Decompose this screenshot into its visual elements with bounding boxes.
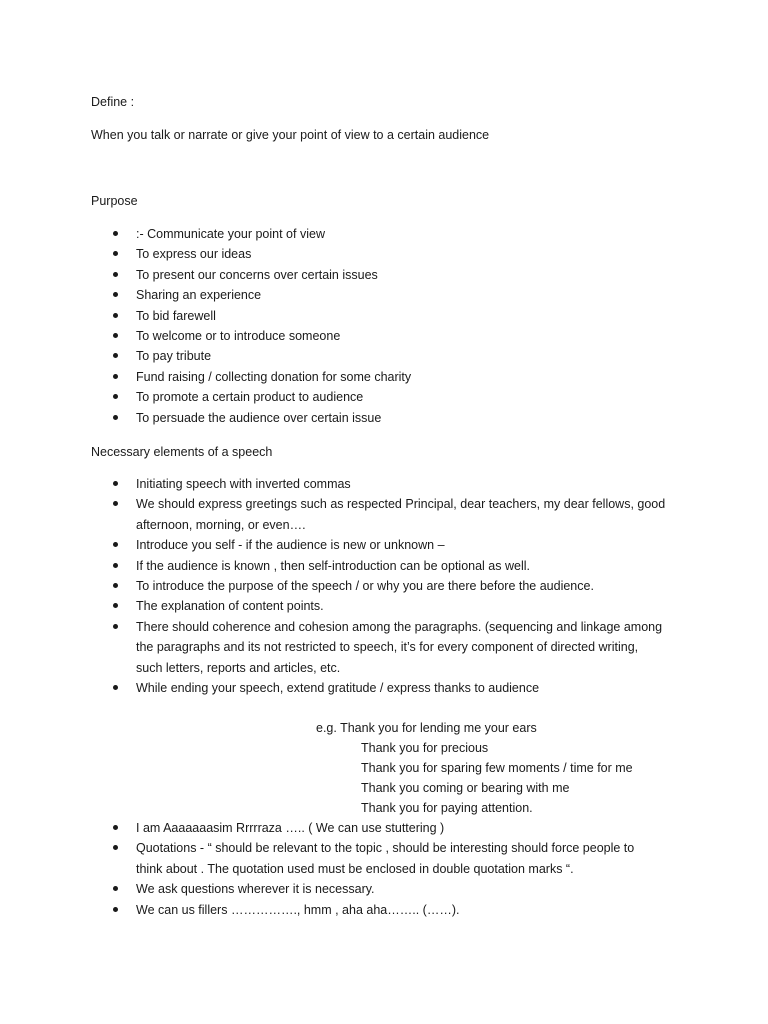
- bullet-icon: [113, 231, 118, 236]
- list-item-text: To express our ideas: [136, 247, 252, 262]
- list-item: [0, 408, 411, 428]
- define-text: When you talk or narrate or give your point of view to a certain audience: [91, 128, 490, 142]
- list-item: [0, 285, 411, 305]
- list-item: [0, 535, 665, 555]
- bullet-icon: [113, 563, 118, 568]
- bullet-icon: [113, 583, 118, 588]
- list-item-text: To present our concerns over certain issues: [136, 267, 378, 282]
- list-item-text: There should coherence and cohesion among the paragraphs. (sequencing and linkage among: [136, 619, 663, 634]
- list-item-text: We can us fillers ……………., hmm , aha aha…….. (……).: [136, 902, 460, 917]
- list-item: [0, 596, 665, 616]
- list-item: [0, 678, 665, 698]
- bullet-icon: [113, 624, 118, 629]
- list-item-text: The explanation of content points.: [136, 599, 324, 614]
- bullet-icon: [113, 501, 118, 506]
- list-item-text: If the audience is known , then self-introduction can be optional as well.: [136, 558, 530, 573]
- list-item-text: the paragraphs and its not restricted to speech, it’s for every component of directed writing,: [136, 640, 639, 655]
- example-first-line: e.g. Thank you for lending me your ears: [316, 721, 537, 735]
- list-item: [0, 900, 634, 920]
- list-item-text: such letters, reports and articles, etc.: [136, 660, 341, 675]
- list-item: [0, 244, 411, 264]
- bullet-icon: [113, 825, 118, 830]
- bullet-icon: [113, 845, 118, 850]
- list-item-text: Fund raising / collecting donation for some charity: [136, 369, 412, 384]
- example-line: Thank you coming or bearing with me: [361, 781, 570, 795]
- list-item-text: We should express greetings such as respected Principal, dear teachers, my dear fellows, good: [136, 497, 666, 512]
- purpose-heading: Purpose: [91, 194, 138, 208]
- list-item-text: To persuade the audience over certain issue: [136, 410, 382, 425]
- list-item-text: Quotations - “ should be relevant to the topic , should be interesting should force people to: [136, 841, 635, 856]
- list-item-text: :- Communicate your point of view: [136, 227, 325, 241]
- list-item-text: We ask questions wherever it is necessary.: [136, 882, 375, 897]
- example-line: Thank you for precious: [361, 741, 489, 755]
- bullet-icon: [113, 333, 118, 338]
- list-item-text: To pay tribute: [136, 349, 212, 364]
- list-item: [0, 367, 411, 387]
- bullet-icon: [113, 542, 118, 547]
- list-item-text: Sharing an experience: [136, 288, 262, 303]
- list-item-text: To promote a certain product to audience: [136, 390, 364, 405]
- bullet-icon: [113, 603, 118, 608]
- list-item-text: To bid farewell: [136, 308, 216, 323]
- bullet-icon: [113, 907, 118, 912]
- list-item-text: To welcome or to introduce someone: [136, 329, 341, 344]
- elements-list: [0, 474, 665, 698]
- example-line: Thank you for paying attention.: [361, 801, 533, 815]
- list-item-text: To introduce the purpose of the speech / or why you are there before the audience.: [136, 579, 594, 594]
- bullet-icon: [113, 481, 118, 486]
- bullet-icon: [113, 394, 118, 399]
- list-item: [0, 576, 665, 596]
- list-item: [0, 224, 411, 244]
- list-item: [0, 617, 665, 678]
- purpose-list: [0, 224, 411, 428]
- list-item: [0, 494, 665, 535]
- bullet-icon: [113, 292, 118, 297]
- list-item-text: Initiating speech with inverted commas: [136, 477, 351, 491]
- elements-heading: Necessary elements of a speech: [91, 445, 273, 459]
- list-item: [0, 474, 665, 494]
- list-item-text: While ending your speech, extend gratitude / express thanks to audience: [136, 681, 540, 696]
- list-item: [0, 838, 634, 879]
- list-item-text: I am Aaaaaaasim Rrrrraza ….. ( We can use stuttering ): [136, 821, 445, 835]
- bullet-icon: [113, 415, 118, 420]
- list-item: [0, 326, 411, 346]
- bullet-icon: [113, 374, 118, 379]
- bullet-icon: [113, 886, 118, 891]
- list-item: [0, 818, 634, 838]
- list-item: [0, 265, 411, 285]
- list-item-text: afternoon, morning, or even….: [136, 517, 306, 532]
- list-item-text: Introduce you self - if the audience is new or unknown –: [136, 538, 445, 553]
- list-item: [0, 306, 411, 326]
- bullet-icon: [113, 353, 118, 358]
- list-item: [0, 387, 411, 407]
- more-elements-list: [0, 818, 634, 920]
- bullet-icon: [113, 251, 118, 256]
- example-line: Thank you for sparing few moments / time for me: [361, 761, 633, 775]
- define-heading: Define :: [91, 95, 135, 109]
- bullet-icon: [113, 685, 118, 690]
- list-item: [0, 879, 634, 899]
- list-item: [0, 556, 665, 576]
- list-item-text: think about . The quotation used must be enclosed in double quotation marks “.: [136, 861, 574, 876]
- list-item: [0, 346, 411, 366]
- bullet-icon: [113, 313, 118, 318]
- bullet-icon: [113, 272, 118, 277]
